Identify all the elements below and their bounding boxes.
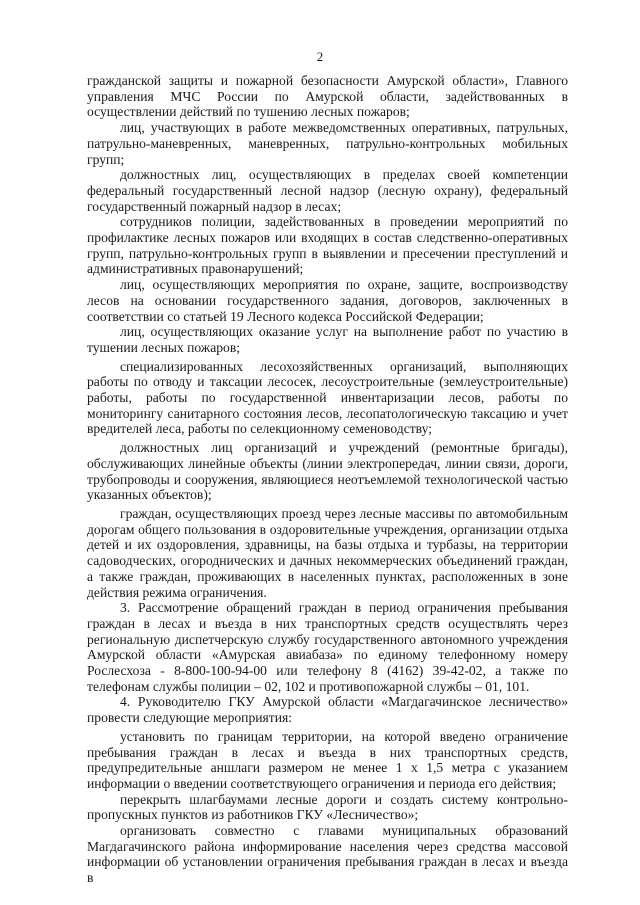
- paragraph: организовать совместно с главами муниципальных образований Магдагачинского района информирование населения через средства массовой информации об установлении ограничения пребывания граждан в лесах и въезда в: [87, 823, 568, 886]
- paragraph: должностных лиц, осуществляющих в пределах своей компетенции федеральный государственный лесной надзор (лесную охрану), федеральный государственный пожарный надзор в лесах;: [87, 167, 568, 214]
- page-number: 2: [316, 49, 324, 64]
- paragraph: граждан, осуществляющих проезд через лесные массивы по автомобильным дорогам общего пользования в оздоровительные учреждения, организации отдыха детей и их оздоровления, здравницы, на базы отдыха и турбазы, на территории садоводческих, огороднических и дачных некоммерческих объединений граждан, а также граждан, проживающих в населенных пунктах, расположенных в зоне действия режима ограничения.: [87, 505, 568, 600]
- paragraph: установить по границам территории, на которой введено ограничение пребывания граждан в лесах и въезда в них транспортных средств, предупредительные аншлаги размером не менее 1 х 1,5 метра с указанием информации о введении соответствующего ограничения и периода его действия;: [87, 728, 568, 791]
- document-body: [87, 73, 568, 886]
- paragraph: должностных лиц организаций и учреждений (ремонтные бригады), обслуживающих линейные объекты (линии электропередач, линии связи, дороги, трубопроводы и сооружения, являющиеся неотъемлемой технологической частью указанных объектов);: [87, 440, 568, 503]
- paragraph: гражданской защиты и пожарной безопасности Амурской области», Главного управления МЧС России по Амурской области, задействованных в осуществлении действий по тушению лесных пожаров;: [87, 73, 568, 120]
- paragraph: лиц, осуществляющих мероприятия по охране, защите, воспроизводству лесов на основании государственного задания, договоров, заключенных в соответствии со статьей 19 Лесного кодекса Российской Федерации;: [87, 277, 568, 324]
- paragraph: лиц, участвующих в работе межведомственных оперативных, патрульных, патрульно-маневренных, маневренных, патрульно-контрольных мобильных групп;: [87, 120, 568, 167]
- paragraph: 3. Рассмотрение обращений граждан в период ограничения пребывания граждан в лесах и въезда в них транспортных средств осуществлять через региональную диспетчерскую службу государственного автономного учреждения Амурской области «Амурская авиабаза» по единому телефонному номеру Рослесхоза - 8-800-100-94-00 или телефону 8 (4162) 39-42-02, а также по телефонам службы полиции – 02, 102 и противопожарной службы – 01, 101.: [87, 600, 568, 694]
- paragraph: лиц, осуществляющих оказание услуг на выполнение работ по участию в тушении лесных пожаров;: [87, 324, 568, 355]
- paragraph: специализированных лесохозяйственных организаций, выполняющих работы по отводу и таксации лесосек, лесоустроительные (землеустроительные) работы, работы по государственной инвентаризации лесов, работы по мониторингу санитарного состояния лесов, лесопатологическую таксацию и учет вредителей леса, работы по селекционному семеноводству;: [87, 358, 568, 437]
- paragraph: 4. Руководителю ГКУ Амурской области «Магдагачинское лесничество» провести следующие мероприятия:: [87, 694, 568, 726]
- paragraph: перекрыть шлагбаумами лесные дороги и создать систему контрольно-пропускных пунктов из работников ГКУ «Лесничество»;: [87, 791, 568, 823]
- paragraph: сотрудников полиции, задействованных в проведении мероприятий по профилактике лесных пожаров или входящих в состав следственно-оперативных групп, патрульно-контрольных групп в выявлении и пресечении преступлений и административных правонарушений;: [87, 214, 568, 277]
